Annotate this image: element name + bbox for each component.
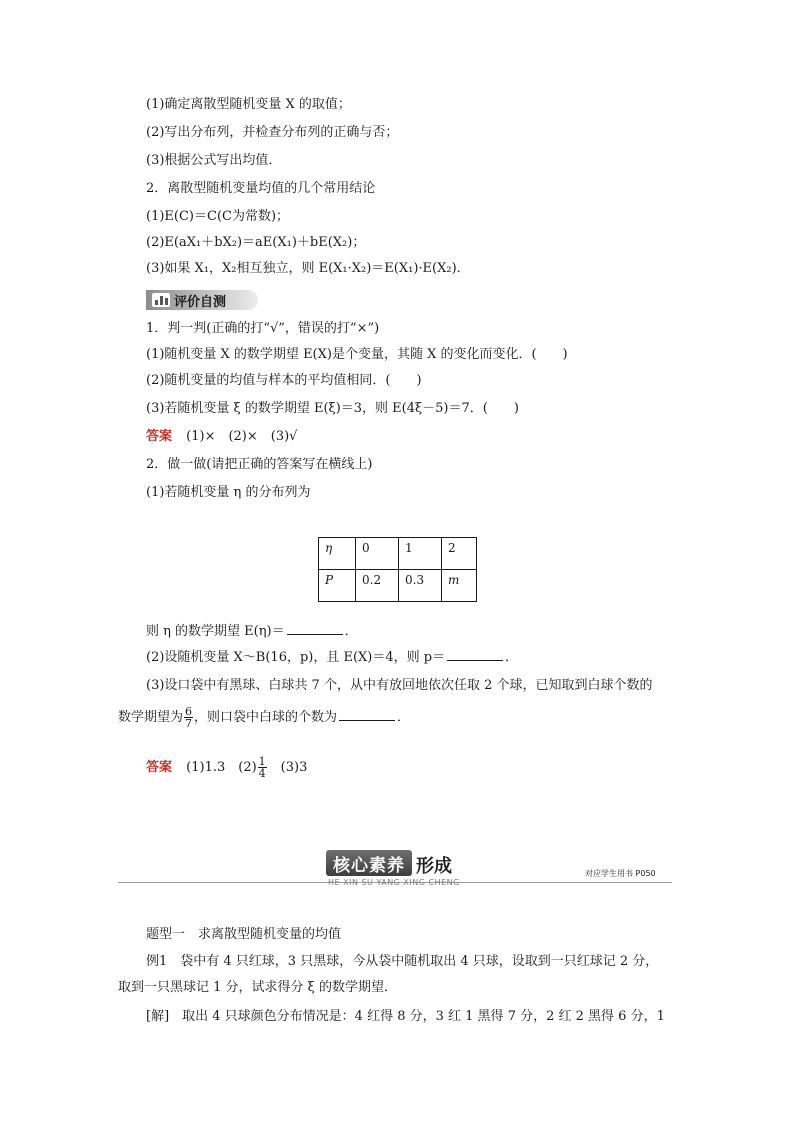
q2-item-2 bbox=[146, 648, 518, 667]
section-header-pinyin: HE XIN SU YANG XING CHENG bbox=[328, 878, 460, 887]
table-cell: 0.2 bbox=[356, 570, 399, 602]
q1-heading: 1．判一判(正确的打“√”，错误的打“×”) bbox=[146, 321, 380, 336]
fraction bbox=[258, 756, 267, 779]
q2-item-3-end: ． bbox=[397, 710, 411, 725]
table-cell: 2 bbox=[442, 538, 477, 570]
table-cell: η bbox=[319, 538, 356, 570]
conclusions-heading: 2．离散型随机变量均值的几个常用结论 bbox=[146, 181, 376, 196]
table-cell: 0.3 bbox=[399, 570, 442, 602]
q1-item-3: (3)若随机变量 ξ 的数学期望 E(ξ)＝3，则 E(4ξ－5)＝7．( ) bbox=[146, 401, 519, 416]
step-2: (2)写出分布列，并检查分布列的正确与否； bbox=[146, 125, 399, 140]
section-header-ref: 对应学生用书 P050 bbox=[585, 869, 656, 878]
answer-blank[interactable] bbox=[447, 648, 503, 661]
q2-item-1-tail bbox=[146, 622, 358, 641]
answer-1-text: (1)× (2)× (3)√ bbox=[186, 429, 298, 444]
q1-item-2: (2)随机变量的均值与样本的平均值相同．( ) bbox=[146, 373, 422, 388]
answer-2-text-b: (3)3 bbox=[267, 760, 308, 775]
q2-item-1-tail-end: ． bbox=[344, 624, 358, 639]
q1-item-1: (1)随机变量 X 的数学期望 E(X)是个变量，其随 X 的变化而变化．( ) bbox=[146, 347, 568, 362]
table-cell: 1 bbox=[399, 538, 442, 570]
example-line-2: 取到一只黑球记 1 分，试求得分 ξ 的数学期望． bbox=[118, 980, 397, 995]
self-test-badge-label: 评价自测 bbox=[174, 294, 227, 310]
section-header-suffix: 形成 bbox=[416, 856, 452, 877]
fraction-denominator: 4 bbox=[258, 767, 266, 780]
conclusion-1: (1)E(C)＝C(C为常数)； bbox=[146, 209, 290, 224]
answer-2-line bbox=[146, 756, 307, 779]
q2-heading: 2．做一做(请把正确的答案写在横线上) bbox=[146, 457, 373, 472]
answer-blank[interactable] bbox=[287, 622, 343, 635]
table-row bbox=[319, 570, 477, 602]
table-cell: m bbox=[442, 570, 477, 602]
q2-item-1-tail-text: 则 η 的数学期望 E(η)＝ bbox=[146, 624, 285, 639]
solution-line: [解] 取出 4 只球颜色分布情况是：4 红得 8 分，3 红 1 黑得 7 分，2 红 2 黑得 6 分，1 bbox=[146, 1009, 665, 1024]
answer-blank[interactable] bbox=[339, 708, 395, 721]
table-cell: 0 bbox=[356, 538, 399, 570]
answer-1-line bbox=[146, 428, 297, 446]
q2-item-3-text-b: ，则口袋中白球的个数为 bbox=[194, 710, 338, 725]
q2-item-1: (1)若随机变量 η 的分布列为 bbox=[146, 485, 311, 500]
step-1: (1)确定离散型随机变量 X 的取值； bbox=[146, 97, 351, 112]
fraction-numerator: 6 bbox=[185, 705, 193, 718]
step-3: (3)根据公式写出均值． bbox=[146, 153, 282, 168]
answer-label: 答案 bbox=[146, 760, 173, 775]
fraction-numerator: 1 bbox=[258, 755, 266, 768]
type1-title: 题型一 求离散型随机变量的均值 bbox=[146, 927, 342, 942]
q2-item-2-end: ． bbox=[505, 650, 519, 665]
fraction-denominator: 7 bbox=[185, 717, 193, 730]
section-header-box: 核心素养 bbox=[326, 850, 412, 876]
conclusion-2: (2)E(aX₁＋bX₂)＝aE(X₁)＋bE(X₂)； bbox=[146, 235, 366, 250]
conclusion-3: (3)如果 X₁，X₂相互独立，则 E(X₁·X₂)＝E(X₁)·E(X₂)． bbox=[146, 261, 470, 276]
distribution-table bbox=[318, 537, 477, 602]
self-test-badge bbox=[146, 290, 258, 310]
answer-2-text: (1)1.3 (2) bbox=[186, 760, 257, 775]
q2-item-3-line2 bbox=[118, 706, 410, 729]
q2-item-3-line1: (3)设口袋中有黑球、白球共 7 个，从中有放回地依次任取 2 个球，已知取到白球个数的 bbox=[146, 678, 653, 693]
example-line-1: 例1 袋中有 4 只红球，3 只黑球，今从袋中随机取出 4 只球，设取到一只红球记 2 分， bbox=[146, 954, 659, 969]
q2-item-3-text: 数学期望为 bbox=[118, 710, 184, 725]
answer-label: 答案 bbox=[146, 429, 173, 444]
table-row bbox=[319, 538, 477, 570]
bar-chart-icon bbox=[152, 293, 170, 307]
table-cell: P bbox=[319, 570, 356, 602]
fraction bbox=[184, 706, 193, 729]
q2-item-2-text: (2)设随机变量 X～B(16，p)，且 E(X)＝4，则 p＝ bbox=[146, 650, 446, 665]
